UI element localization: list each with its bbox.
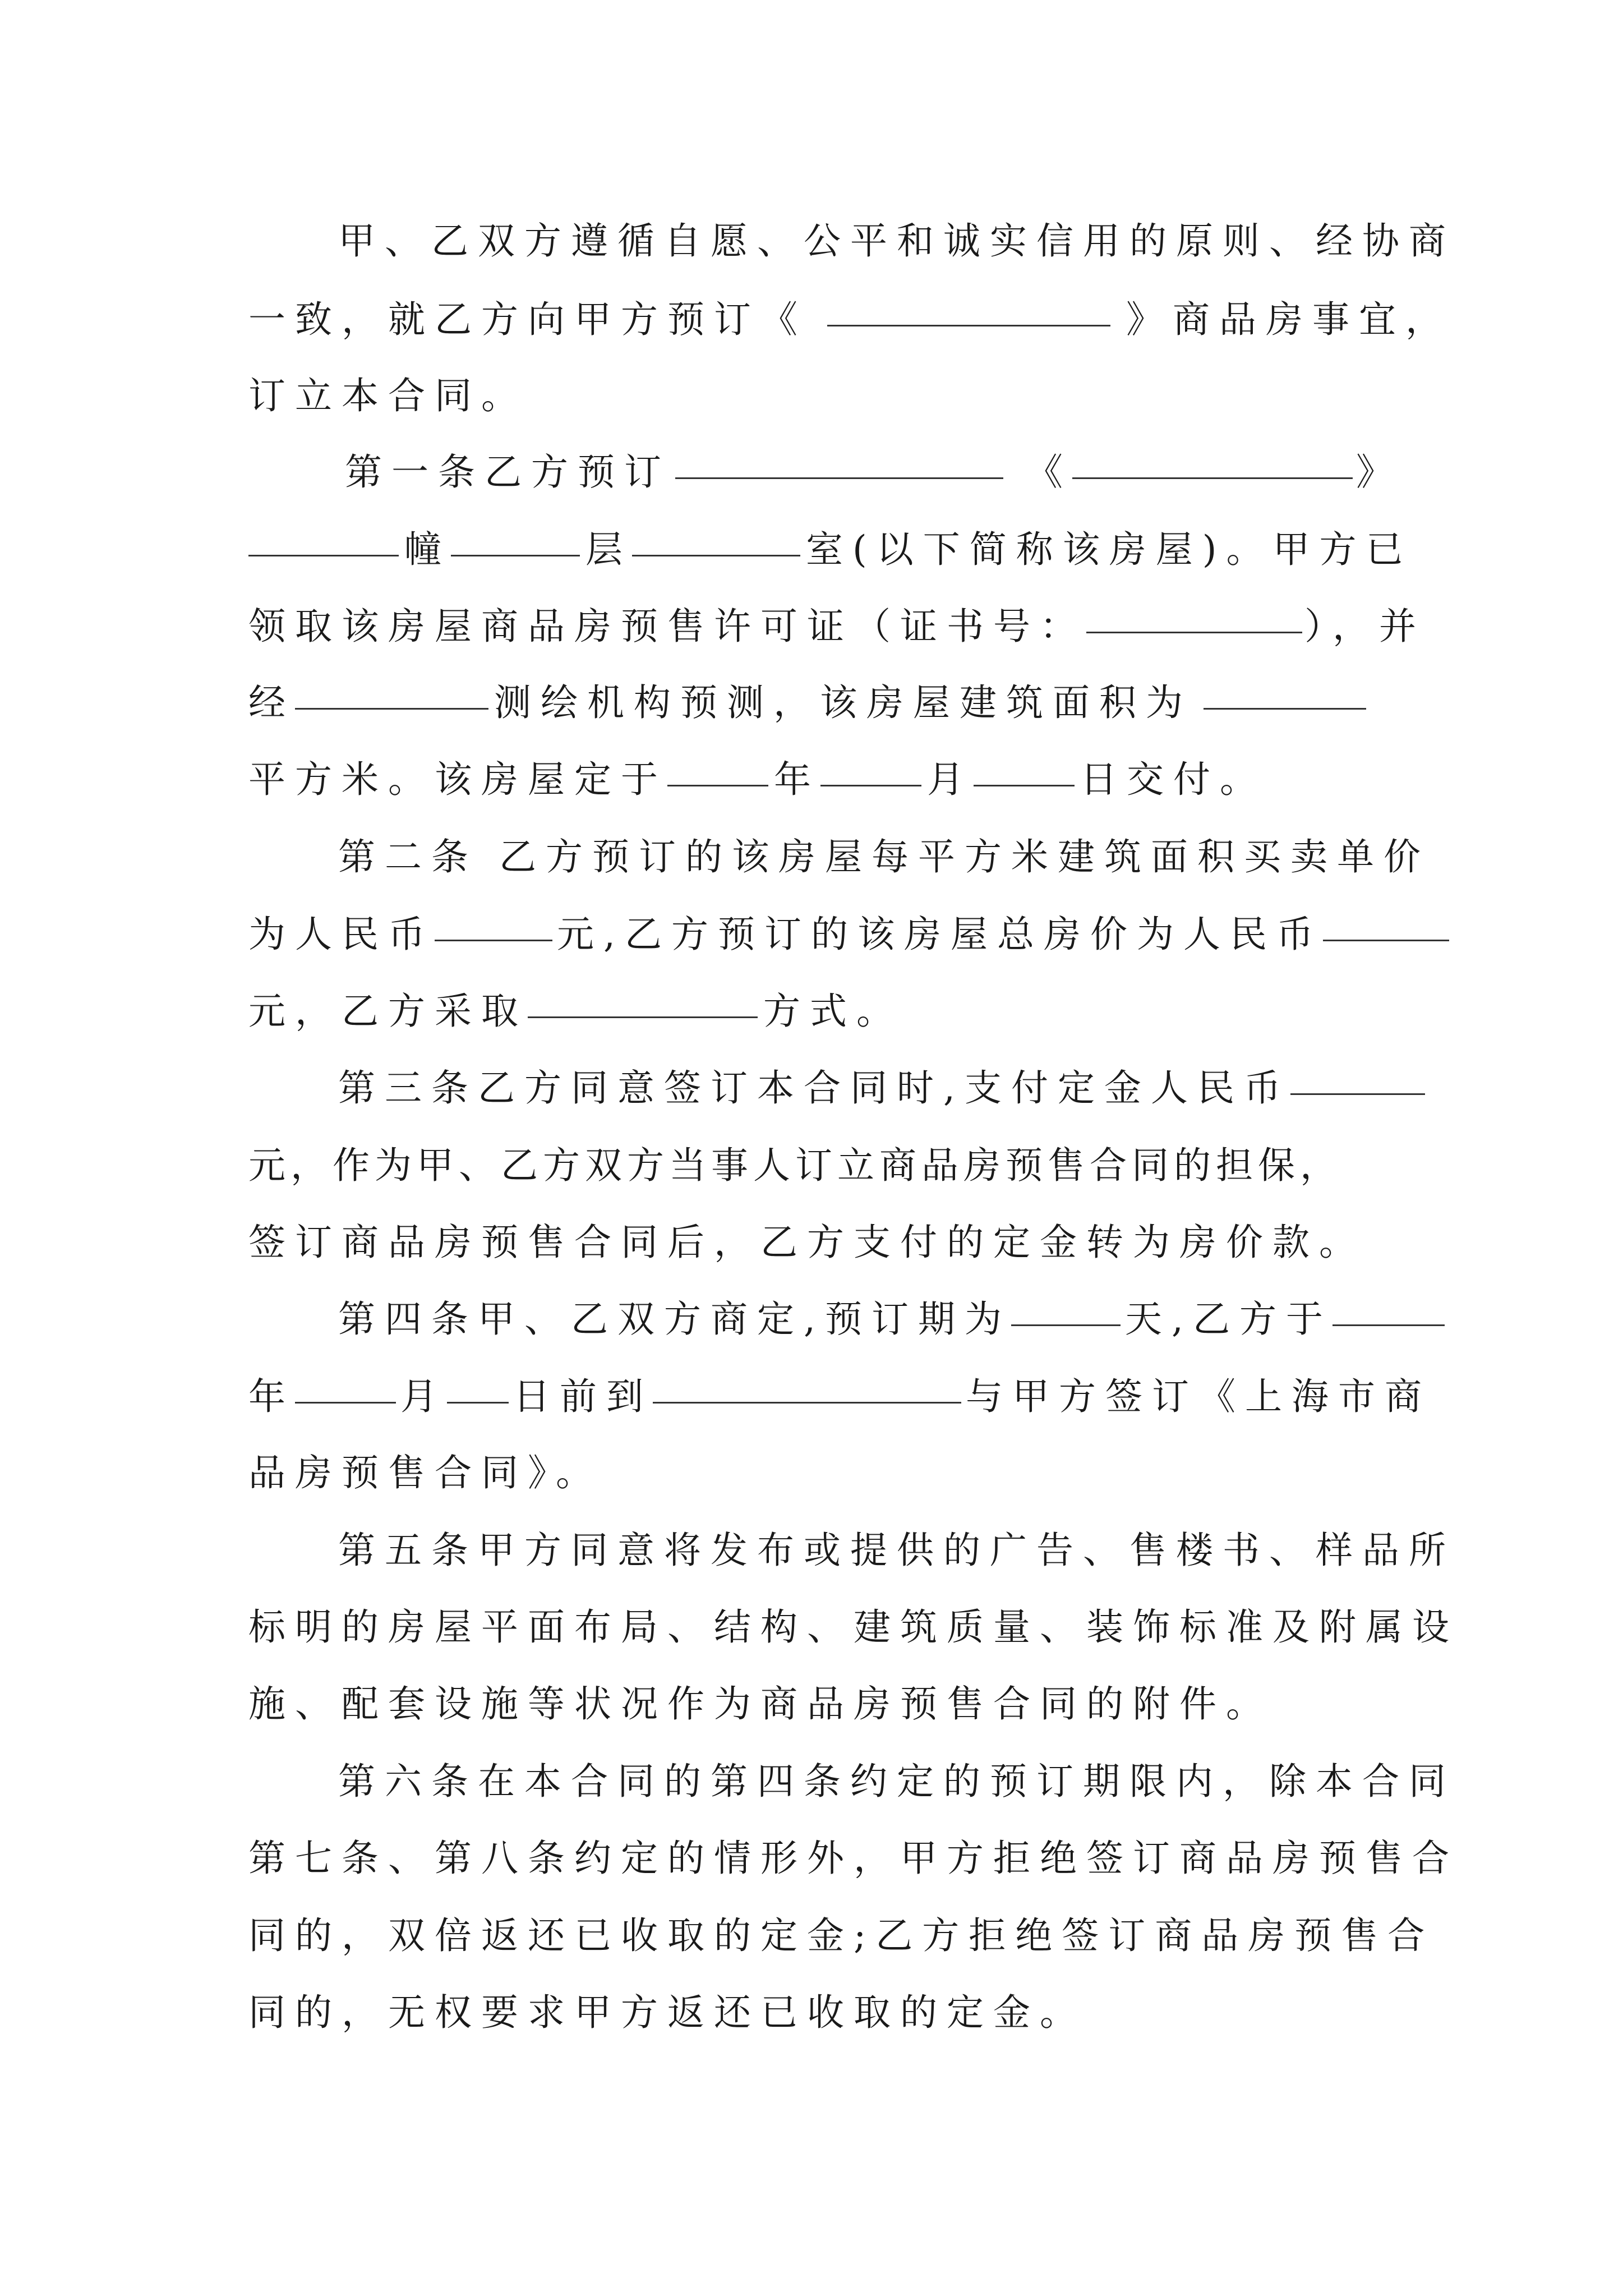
paragraph-5-line-1 (338, 1286, 1376, 1353)
text-segment: 第三条乙方同意签订本合同时,支付定金人民币 (338, 1066, 1290, 1110)
paragraph-1-line-1 (338, 208, 1455, 275)
paragraph-2-line-4 (248, 669, 1376, 737)
paragraph-2-line-1 (345, 439, 1403, 506)
text-segment: 品房预售合同》。 (248, 1451, 602, 1494)
paragraph-1-line-2 (248, 286, 1452, 353)
paragraph-3-line-1 (338, 823, 1430, 891)
text-segment: 月 (927, 758, 974, 801)
paragraph-4-line-2 (248, 1132, 1376, 1199)
paragraph-3-line-3 (248, 978, 1376, 1045)
blank-underline[interactable] (653, 1402, 961, 1404)
text-segment: 天,乙方于 (1124, 1297, 1332, 1341)
blank-underline[interactable] (248, 555, 399, 556)
paragraph-2-line-5 (248, 746, 1376, 813)
text-segment: 第七条、第八条约定的情形外，甲方拒绝签订商品房预售合 (248, 1837, 1459, 1880)
paragraph-5-line-3 (248, 1439, 1376, 1507)
paragraph-6-line-2 (248, 1594, 1459, 1661)
text-segment: 日交付。 (1080, 758, 1266, 801)
text-segment: 订立本合同。 (248, 374, 528, 417)
blank-underline[interactable] (528, 1016, 758, 1018)
paragraph-4-line-3 (248, 1209, 1376, 1276)
blank-underline[interactable] (974, 785, 1075, 786)
paragraph-2-line-2 (248, 516, 1413, 583)
blank-underline[interactable] (827, 325, 1110, 326)
blank-underline[interactable] (1290, 1093, 1425, 1095)
text-segment: 平方米。该房屋定于 (248, 758, 667, 801)
text-segment: 经 (248, 681, 295, 724)
paragraph-7-line-1 (338, 1748, 1455, 1815)
text-segment: 元,乙方预订的该房屋总房价为人民币 (557, 913, 1323, 956)
text-segment: ），并 (1304, 605, 1426, 648)
paragraph-2-line-3 (248, 593, 1426, 660)
blank-underline[interactable] (1204, 708, 1366, 710)
text-segment: 年 (774, 758, 820, 801)
blank-underline[interactable] (435, 940, 552, 941)
blank-underline[interactable] (1332, 1324, 1445, 1326)
text-segment: 室(以下简称该房屋)。甲方已 (806, 528, 1413, 571)
text-segment: 同的，无权要求甲方返还已收取的定金。 (248, 1991, 1086, 2034)
text-segment: 第一条乙方预订 (345, 450, 671, 494)
text-segment: 为人民币 (248, 913, 435, 956)
text-segment: 幢 (404, 528, 451, 571)
text-segment: 标明的房屋平面布局、结构、建筑质量、装饰标准及附属设 (248, 1605, 1459, 1649)
text-segment: 第四条甲、乙双方商定,预订期为 (338, 1297, 1011, 1341)
text-segment: 方式。 (763, 990, 903, 1033)
text-segment: 》商品房事宜， (1126, 298, 1452, 341)
text-segment: 签订商品房预售合同后，乙方支付的定金转为房价款。 (248, 1221, 1366, 1264)
paragraph-7-line-2 (248, 1825, 1459, 1892)
blank-underline[interactable] (295, 1402, 396, 1404)
text-segment: 年 (248, 1375, 295, 1418)
text-segment: 甲、乙双方遵循自愿、公平和诚实信用的原则、经协商 (338, 219, 1455, 263)
text-segment: 元，作为甲、乙方双方当事人订立商品房预售合同的担保， (248, 1144, 1342, 1187)
text-segment: 《 (1026, 450, 1072, 494)
paragraph-1-line-3 (248, 362, 1376, 430)
text-segment: 第六条在本合同的第四条约定的预订期限内，除本合同 (338, 1760, 1455, 1803)
paragraph-5-line-2 (248, 1363, 1431, 1430)
text-segment: 领取该房屋商品房预售许可证（证书号： (248, 605, 1086, 648)
blank-underline[interactable] (1011, 1324, 1121, 1326)
text-segment: 同的，双倍返还已收取的定金;乙方拒绝签订商品房预售合 (248, 1914, 1435, 1957)
text-segment: 第二条 乙方预订的该房屋每平方米建筑面积买卖单价 (338, 835, 1430, 878)
text-segment: 》 (1356, 450, 1403, 494)
blank-underline[interactable] (632, 555, 800, 556)
blank-underline[interactable] (667, 785, 768, 786)
blank-underline[interactable] (1086, 632, 1302, 633)
blank-underline[interactable] (295, 708, 488, 710)
text-segment: 元，乙方采取 (248, 990, 528, 1033)
paragraph-6-line-3 (248, 1671, 1376, 1738)
paragraph-7-line-3 (248, 1902, 1435, 1970)
text-segment: 月 (400, 1375, 447, 1418)
blank-underline[interactable] (1072, 477, 1353, 479)
paragraph-3-line-2 (248, 901, 1376, 968)
blank-underline[interactable] (1323, 940, 1449, 941)
text-segment: 与甲方签订《上海市商 (966, 1375, 1431, 1418)
blank-underline[interactable] (820, 785, 921, 786)
text-segment: 施、配套设施等状况作为商品房预售合同的附件。 (248, 1682, 1272, 1726)
blank-underline[interactable] (447, 1402, 509, 1404)
blank-underline[interactable] (451, 555, 580, 556)
blank-underline[interactable] (675, 477, 1003, 479)
paragraph-6-line-1 (338, 1517, 1455, 1584)
text-segment: 测绘机构预测，该房屋建筑面积为 (494, 681, 1192, 724)
paragraph-4-line-1 (338, 1055, 1376, 1122)
text-segment: 一致，就乙方向甲方预订《 (248, 298, 807, 341)
paragraph-7-line-4 (248, 1979, 1376, 2046)
text-segment: 层 (585, 528, 632, 571)
text-segment: 第五条甲方同意将发布或提供的广告、售楼书、样品所 (338, 1529, 1455, 1572)
text-segment: 日前到 (513, 1375, 653, 1418)
